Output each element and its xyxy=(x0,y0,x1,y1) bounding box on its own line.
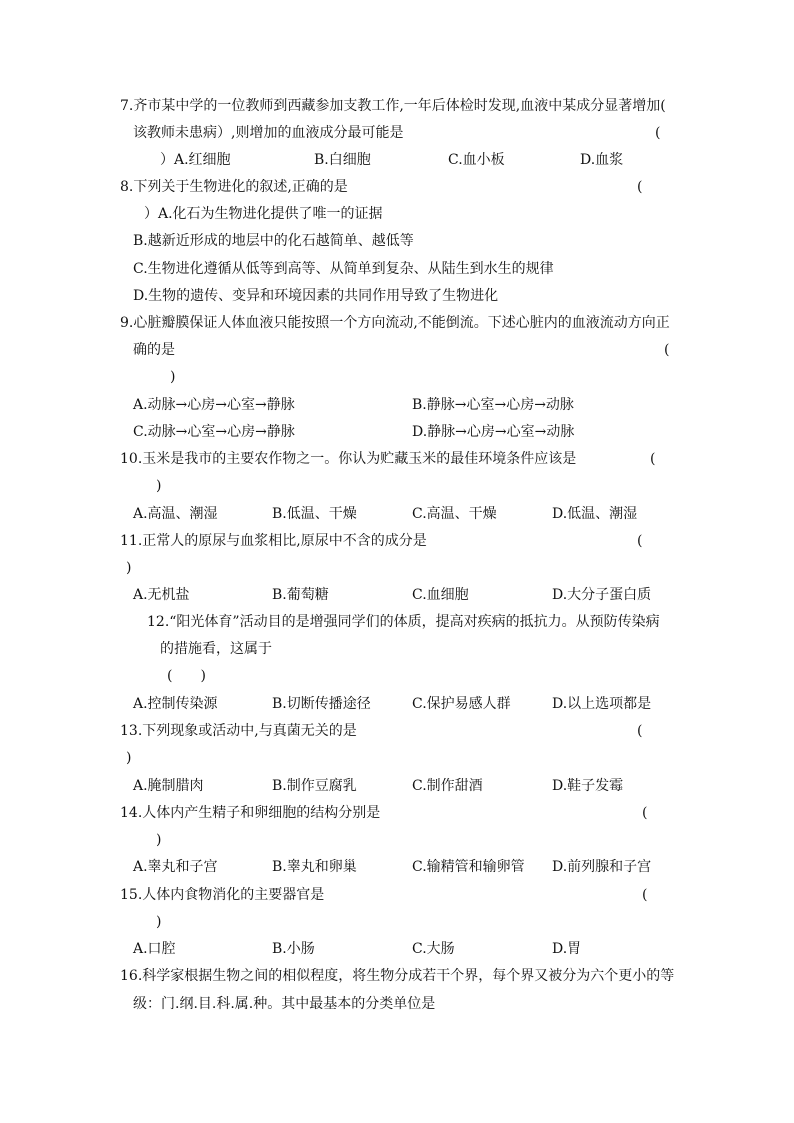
question-14-text: 14.人体内产生精子和卵细胞的结构分别是 xyxy=(120,805,381,821)
question-11-option-d: D.大分子蛋白质 xyxy=(552,587,652,603)
question-13-option-a: A.腌制腊肉 xyxy=(133,778,204,794)
question-13-option-d: D.鞋子发霉 xyxy=(552,778,624,794)
question-10-text: 10.玉米是我市的主要农作物之一。你认为贮藏玉米的最佳环境条件应该是 xyxy=(120,451,577,467)
question-13-option-c: C.制作甜酒 xyxy=(412,778,483,794)
question-9-text-cont: 确的是 xyxy=(133,342,175,358)
question-7-option-a: ）A.红细胞 xyxy=(160,152,231,168)
question-7-option-d: D.血浆 xyxy=(580,152,624,168)
question-9-text: 9.心脏瓣膜保证人体血液只能按照一个方向流动,不能倒流。下述心脏内的血液流动方向正 xyxy=(120,315,670,331)
question-13-bracket-open: ( xyxy=(637,723,643,739)
question-7-option-c: C.血小板 xyxy=(448,152,505,168)
question-9-bracket-open: ( xyxy=(664,342,670,358)
question-8-bracket-open: ( xyxy=(637,179,643,195)
question-12-option-c: C.保护易感人群 xyxy=(412,696,511,712)
question-7-text-cont: 该教师未患病）,则增加的血液成分最可能是 xyxy=(133,125,404,141)
question-13-text: 13.下列现象或活动中,与真菌无关的是 xyxy=(120,723,357,739)
question-9-option-d: D.静脉→心房→心室→动脉 xyxy=(412,424,575,440)
question-14-bracket-open: ( xyxy=(642,805,648,821)
question-16-text-cont: 级：门.纲.目.科.属.种。其中最基本的分类单位是 xyxy=(133,996,436,1012)
question-13-bracket-close: ) xyxy=(126,750,132,766)
question-15-bracket-close: ) xyxy=(156,914,162,930)
question-15-option-d: D.胃 xyxy=(552,941,582,957)
question-9-option-a: A.动脉→心房→心室→静脉 xyxy=(133,397,295,413)
question-15-bracket-open: ( xyxy=(642,887,648,903)
question-12-bracket: ( ) xyxy=(167,668,206,684)
question-10-option-c: C.高温、干燥 xyxy=(412,506,497,522)
question-14-bracket-close: ) xyxy=(156,832,162,848)
question-10-option-b: B.低温、干燥 xyxy=(272,506,357,522)
question-13-option-b: B.制作豆腐乳 xyxy=(272,778,357,794)
question-12-option-b: B.切断传播途径 xyxy=(272,696,371,712)
question-7-option-b: B.白细胞 xyxy=(314,152,371,168)
question-10-option-a: A.高温、潮湿 xyxy=(133,506,218,522)
question-11-bracket-open: ( xyxy=(637,533,643,549)
question-15-option-a: A.口腔 xyxy=(133,941,176,957)
question-14-option-d: D.前列腺和子宫 xyxy=(552,859,652,875)
question-10-option-d: D.低温、潮湿 xyxy=(552,506,638,522)
question-12-option-a: A.控制传染源 xyxy=(133,696,218,712)
question-15-option-b: B.小肠 xyxy=(272,941,315,957)
question-10-bracket-close: ) xyxy=(156,478,162,494)
question-15-option-c: C.大肠 xyxy=(412,941,455,957)
question-9-option-c: C.动脉→心室→心房→静脉 xyxy=(133,424,295,440)
question-8-option-d: D.生物的遗传、变异和环境因素的共同作用导致了生物进化 xyxy=(133,288,499,304)
question-8-option-a: ）A.化石为生物进化提供了唯一的证据 xyxy=(144,206,383,222)
question-7-text: 7.齐市某中学的一位教师到西藏参加支教工作,一年后体检时发现,血液中某成分显著增加( xyxy=(120,98,666,114)
question-14-option-a: A.睾丸和子宫 xyxy=(133,859,218,875)
question-8-option-b: B.越新近形成的地层中的化石越简单、越低等 xyxy=(133,233,414,249)
question-16-text: 16.科学家根据生物之间的相似程度，将生物分成若干个界，每个界又被分为六个更小的等 xyxy=(120,968,675,984)
question-15-text: 15.人体内食物消化的主要器官是 xyxy=(120,887,325,903)
question-11-option-a: A.无机盐 xyxy=(133,587,190,603)
question-11-option-b: B.葡萄糖 xyxy=(272,587,329,603)
question-11-bracket-close: ) xyxy=(126,560,132,576)
question-9-bracket-close: ) xyxy=(170,369,176,385)
question-9-option-b: B.静脉→心室→心房→动脉 xyxy=(412,397,574,413)
question-11-text: 11.正常人的原尿与血浆相比,原尿中不含的成分是 xyxy=(120,533,427,549)
question-8-option-c: C.生物进化遵循从低等到高等、从简单到复杂、从陆生到水生的规律 xyxy=(133,261,554,277)
question-12-option-d: D.以上选项都是 xyxy=(552,696,652,712)
question-11-option-c: C.血细胞 xyxy=(412,587,469,603)
question-12-text-cont: 的措施看，这属于 xyxy=(160,641,272,657)
question-10-bracket-open: ( xyxy=(650,451,656,467)
question-8-text: 8.下列关于生物进化的叙述,正确的是 xyxy=(120,179,348,195)
question-7-bracket-open: ( xyxy=(655,125,661,141)
question-12-text: 12.“阳光体育”活动目的是增强同学们的体质，提高对疾病的抵抗力。从预防传染病 xyxy=(147,614,660,630)
question-14-option-c: C.输精管和输卵管 xyxy=(412,859,525,875)
question-14-option-b: B.睾丸和卵巢 xyxy=(272,859,357,875)
